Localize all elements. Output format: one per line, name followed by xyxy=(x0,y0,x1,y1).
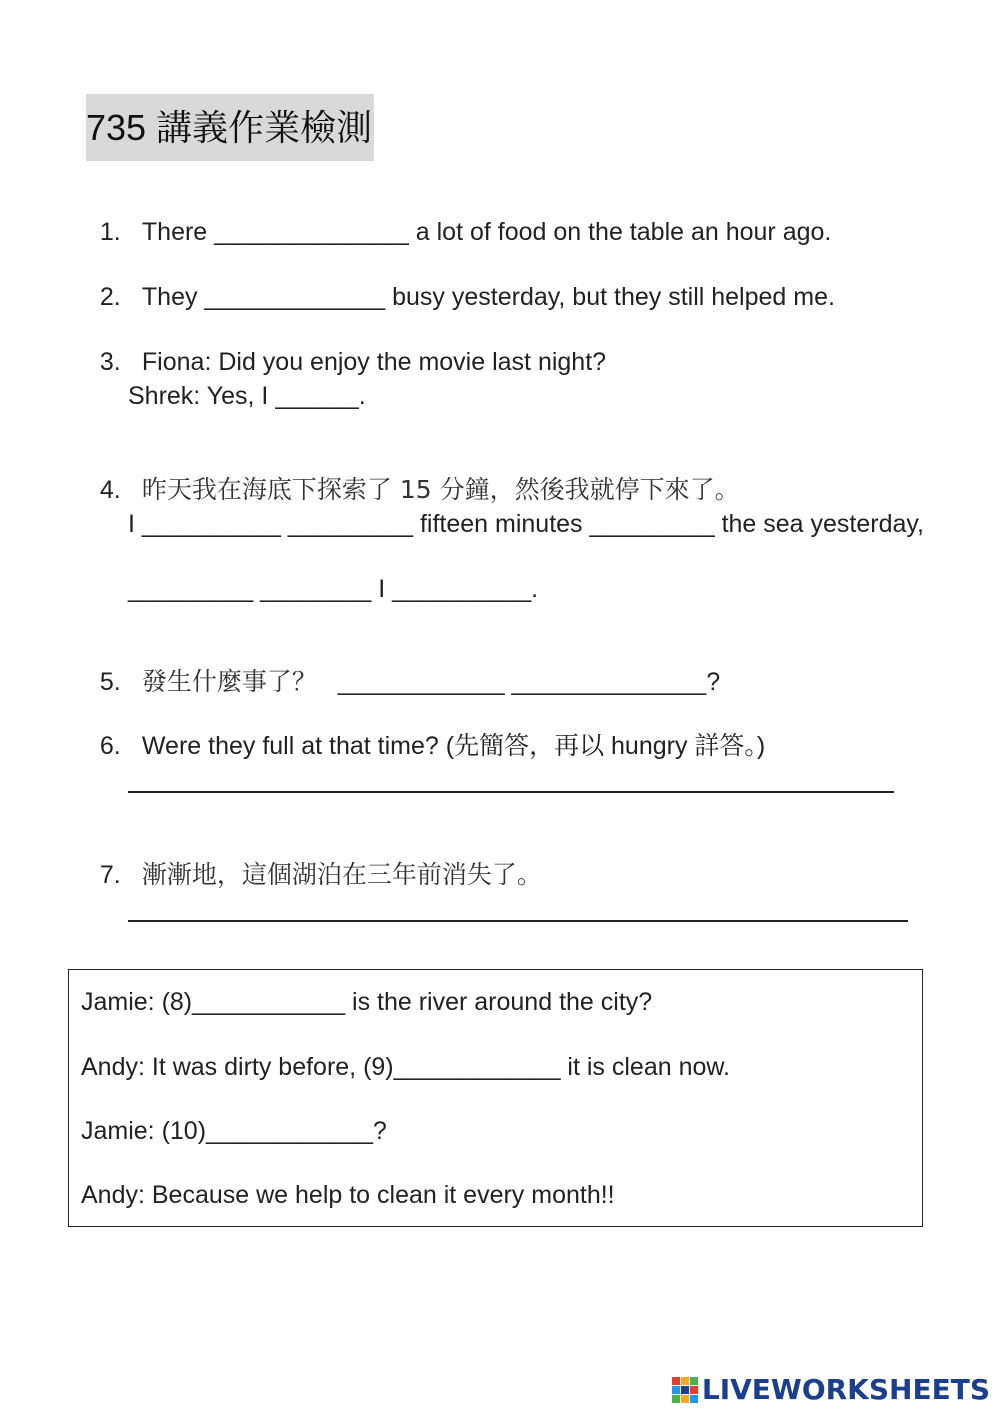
dialogue-line: Jamie: (10)____________? xyxy=(81,1117,387,1145)
question-number: 1. xyxy=(99,218,121,246)
question-text: They _____________ busy yesterday, but they still helped me. xyxy=(141,283,835,311)
dialogue-line: Jamie: (8)___________ is the river around the city? xyxy=(81,988,653,1016)
question-4-line-2: _________ ________ I __________. xyxy=(128,575,539,603)
question-number: 2. xyxy=(99,283,121,311)
question-7 xyxy=(86,830,542,890)
dialogue-line: Andy: It was dirty before, (9)____________ it is clean now. xyxy=(81,1053,730,1081)
question-4-line-1: I __________ _________ fifteen minutes _________ the sea yesterday, xyxy=(128,510,924,538)
question-5 xyxy=(86,637,720,697)
liveworksheets-logo xyxy=(672,1373,990,1406)
answer-line-7[interactable] xyxy=(128,920,908,922)
question-number: 4. xyxy=(99,476,121,504)
question-2 xyxy=(86,252,835,312)
question-chinese-prompt: 發生什麼事了？ xyxy=(141,667,317,696)
question-6 xyxy=(86,701,765,761)
answer-blanks: ____________ ______________? xyxy=(337,668,721,696)
question-text: Were they full at that time? (先簡答，再以 hungry 詳答。) xyxy=(141,732,766,760)
question-number: 6. xyxy=(99,732,121,760)
question-chinese-prompt: 昨天我在海底下探索了 15 分鐘，然後我就停下來了。 xyxy=(141,475,740,504)
brand-name: LIVEWORKSHEETS xyxy=(701,1373,990,1406)
question-3-response: Shrek: Yes, I ______. xyxy=(128,382,366,410)
question-4 xyxy=(86,445,740,505)
question-number: 7. xyxy=(99,861,121,889)
question-chinese-prompt: 漸漸地，這個湖泊在三年前消失了。 xyxy=(141,860,542,889)
question-number: 3. xyxy=(99,348,121,376)
question-1 xyxy=(86,187,831,247)
logo-grid-icon xyxy=(672,1377,698,1403)
dialogue-line: Andy: Because we help to clean it every month!! xyxy=(81,1181,615,1209)
question-3 xyxy=(86,317,606,377)
question-number: 5. xyxy=(99,668,121,696)
question-text: There ______________ a lot of food on the table an hour ago. xyxy=(141,218,832,246)
worksheet-title: 735 講義作業檢測 xyxy=(86,94,374,161)
question-text: Fiona: Did you enjoy the movie last night? xyxy=(141,348,607,376)
answer-line-6[interactable] xyxy=(128,791,894,793)
